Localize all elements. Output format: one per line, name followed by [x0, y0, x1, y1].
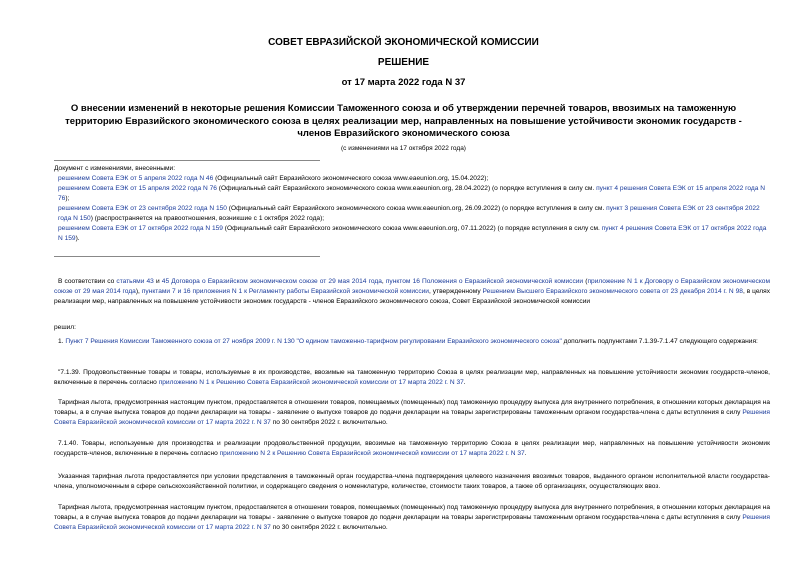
issuing-body: СОВЕТ ЕВРАЗИЙСКОЙ ЭКОНОМИЧЕСКОЙ КОМИССИИ [268, 37, 539, 48]
amendment-text: (Официальный сайт Евразийского экономического союза www.eaeunion.org, 26.09.2022) (о порядке вступления в силу см. [226, 205, 607, 212]
preamble-text: В соответствии со [58, 278, 117, 285]
amendment-effect-link[interactable]: пункт 3 решения Совета ЕЭК от 23 сентября 2022 года N 150 [58, 205, 760, 222]
paragraph-7-1-40 [54, 439, 770, 459]
annex-2-link[interactable]: приложению N 2 к Решению Совета Евразийской экономической комиссии от 17 марта 2022 г. N 37 [219, 450, 525, 457]
paragraph-text: по 30 сентября 2022 г. включительно. [270, 524, 388, 531]
amendment-link[interactable]: решением Совета ЕЭК от 17 октября 2022 года N 159 [58, 225, 223, 232]
document-title: О внесении изменений в некоторые решения Комиссии Таможенного союза и об утверждении перечней товаров, ввозимых на таможенную территорию Евразийского экономического союза в целях реализации мер, направленных на повышение устойчивости экономик государств - членов Евразийского экономического союза [65, 103, 742, 139]
resolved-label: решил: [54, 324, 76, 331]
paragraph-tariff-benefit-2 [54, 503, 770, 533]
amendment-link[interactable]: решением Совета ЕЭК от 5 апреля 2022 года N 46 [58, 175, 214, 182]
amendment-text: (Официальный сайт Евразийского экономического союза www.eaeunion.org, 28.04.2022) (о порядке вступления в силу см. [216, 185, 597, 192]
paragraph-benefit-condition: Указанная тарифная льгота предоставляется при условии представления в таможенный орган государства-члена подтверждения целевого назначения ввозимых товаров, выданного органом исполнительной власти государства-члена, уполномоченным в сфере сельскохозяйственной политики, и содержащего сведения о номенклатуре, количестве, стоимости таких товаров, а также об организациях, осуществляющих ввоз. [54, 473, 770, 490]
preamble-paragraph [54, 277, 770, 307]
annex-1-link[interactable]: приложению N 1 к Решению Совета Евразийской экономической комиссии от 17 марта 2022 г. N 37 [158, 379, 464, 386]
paragraph-1 [54, 337, 770, 347]
customs-union-decision-link[interactable]: Пункт 7 Решения Комиссии Таможенного союза от 27 ноября 2009 г. N 130 "О едином таможенно-тарифном регулировании Евразийского экономического союза" [65, 338, 562, 345]
amendment-link[interactable]: решением Совета ЕЭК от 23 сентября 2022 года N 150 [58, 205, 227, 212]
divider-top [54, 160, 320, 161]
paragraph-text: дополнить подпунктами 7.1.39-7.1.47 следующего содержания: [561, 338, 758, 345]
paragraph-7-1-39 [54, 368, 770, 388]
paragraph-text: по 30 сентября 2022 г. включительно. [270, 419, 388, 426]
paragraph-tariff-benefit-1 [54, 398, 770, 428]
preamble-text: и [153, 278, 162, 285]
amendment-item [54, 224, 770, 244]
treaty-link[interactable]: 45 Договора о Евразийском экономическом союзе от 29 мая 2014 года [161, 278, 382, 285]
amendment-item [54, 184, 770, 204]
work-rules-link[interactable]: пунктами 7 и 16 приложения N 1 к Регламенту работы Евразийской экономической комиссии [141, 288, 429, 295]
paragraph-text: "7.1.39. Продовольственные товары и товары, используемые в их производстве, ввозимые на таможенную территорию Союза в целях реализации мер, направленных на повышение устойчивости экономик государств-членов, включенные в перечень согласно [54, 369, 770, 386]
paragraph-text: 7.1.40. Товары, используемые для производства и реализации продовольственной продукции, ввозимые на таможенную территорию Союза в целях реализации мер, направленных на повышение устойчивости экономик государств-членов, включенные в перечень согласно [54, 440, 770, 457]
supreme-council-decision-link[interactable]: Решением Высшего Евразийского экономического совета от 23 декабря 2014 г. N 98 [482, 288, 743, 295]
divider-bottom [54, 256, 320, 257]
amendment-item [54, 174, 770, 184]
paragraph-text: 1. [58, 338, 66, 345]
paragraph-text: . [524, 450, 527, 457]
amendment-text: (Официальный сайт Евразийского экономического союза www.eaeunion.org, 07.11.2022) (о порядке вступления в силу см. [222, 225, 602, 232]
document-type: РЕШЕНИЕ [377, 57, 430, 68]
preamble-text: , в целях реализации мер, направленных на повышение устойчивости экономик государств - членов Евразийского экономического союза, Совет Евразийской экономической комиссии [54, 288, 770, 305]
amendment-effect-link[interactable]: пункт 4 решения Совета ЕЭК от 15 апреля 2022 года N 76 [58, 185, 766, 202]
amendment-item [54, 204, 770, 224]
preamble-text: , [381, 278, 386, 285]
amendment-text-tail: ). [75, 235, 80, 242]
preamble-text: , утвержденному [429, 288, 483, 295]
paragraph-text: Тарифная льгота, предусмотренная настоящим пунктом, предоставляется в отношении товаров, помещаемых (помещенных) под таможенную процедуру выпуска для внутреннего потребления, в отношении которых декларация на товары, а в случае выпуска товаров до подачи декларации на товары - заявление о выпуске товаров до подачи декларации на товары зарегистрированы таможенным органом государства-члена с даты вступления в силу [54, 504, 770, 521]
paragraph-text: . [463, 379, 466, 386]
council-decision-link[interactable]: Решения Совета Евразийской экономической комиссии от 17 марта 2022 г. N 37 [54, 409, 770, 426]
revision-note: (с изменениями на 17 октября 2022 года) [341, 145, 466, 152]
amendment-text-tail: ) (распространяется на правоотношения, возникшие с 1 октября 2022 года); [90, 215, 325, 222]
council-decision-link[interactable]: Решения Совета Евразийской экономической комиссии от 17 марта 2022 г. N 37 [54, 514, 770, 531]
preamble-text: ( [583, 278, 588, 285]
amendments-list [54, 164, 770, 244]
amendment-effect-link[interactable]: пункт 4 решения Совета ЕЭК от 17 октября 2022 года N 159 [58, 225, 767, 242]
paragraph-text: Тарифная льгота, предусмотренная настоящим пунктом, предоставляется в отношении товаров, помещаемых (помещенных) под таможенную процедуру выпуска для внутреннего потребления, в отношении которых декларация на товары, а в случае выпуска товаров до подачи декларации на товары - заявление о выпуске товаров до подачи декларации на товары зарегистрированы таможенным органом государства-члена с даты вступления в силу [54, 399, 770, 416]
amendment-text: (Официальный сайт Евразийского экономического союза www.eaeunion.org, 15.04.2022); [213, 175, 489, 182]
amendment-link[interactable]: решением Совета ЕЭК от 15 апреля 2022 года N 76 [58, 185, 217, 192]
amendment-text-tail: ); [65, 195, 70, 202]
commission-regulation-link[interactable]: пунктом 16 Положения о Евразийской экономической комиссии [385, 278, 584, 285]
preamble-text: ), [135, 288, 142, 295]
amendments-lead: Документ с изменениями, внесенными: [54, 165, 176, 172]
document-date-number: от 17 марта 2022 года N 37 [341, 77, 466, 88]
treaty-article-link[interactable]: статьями 43 [116, 278, 154, 285]
treaty-annex-link[interactable]: приложение N 1 к Договору о Евразийском экономическом союзе от 29 мая 2014 года [54, 278, 770, 295]
